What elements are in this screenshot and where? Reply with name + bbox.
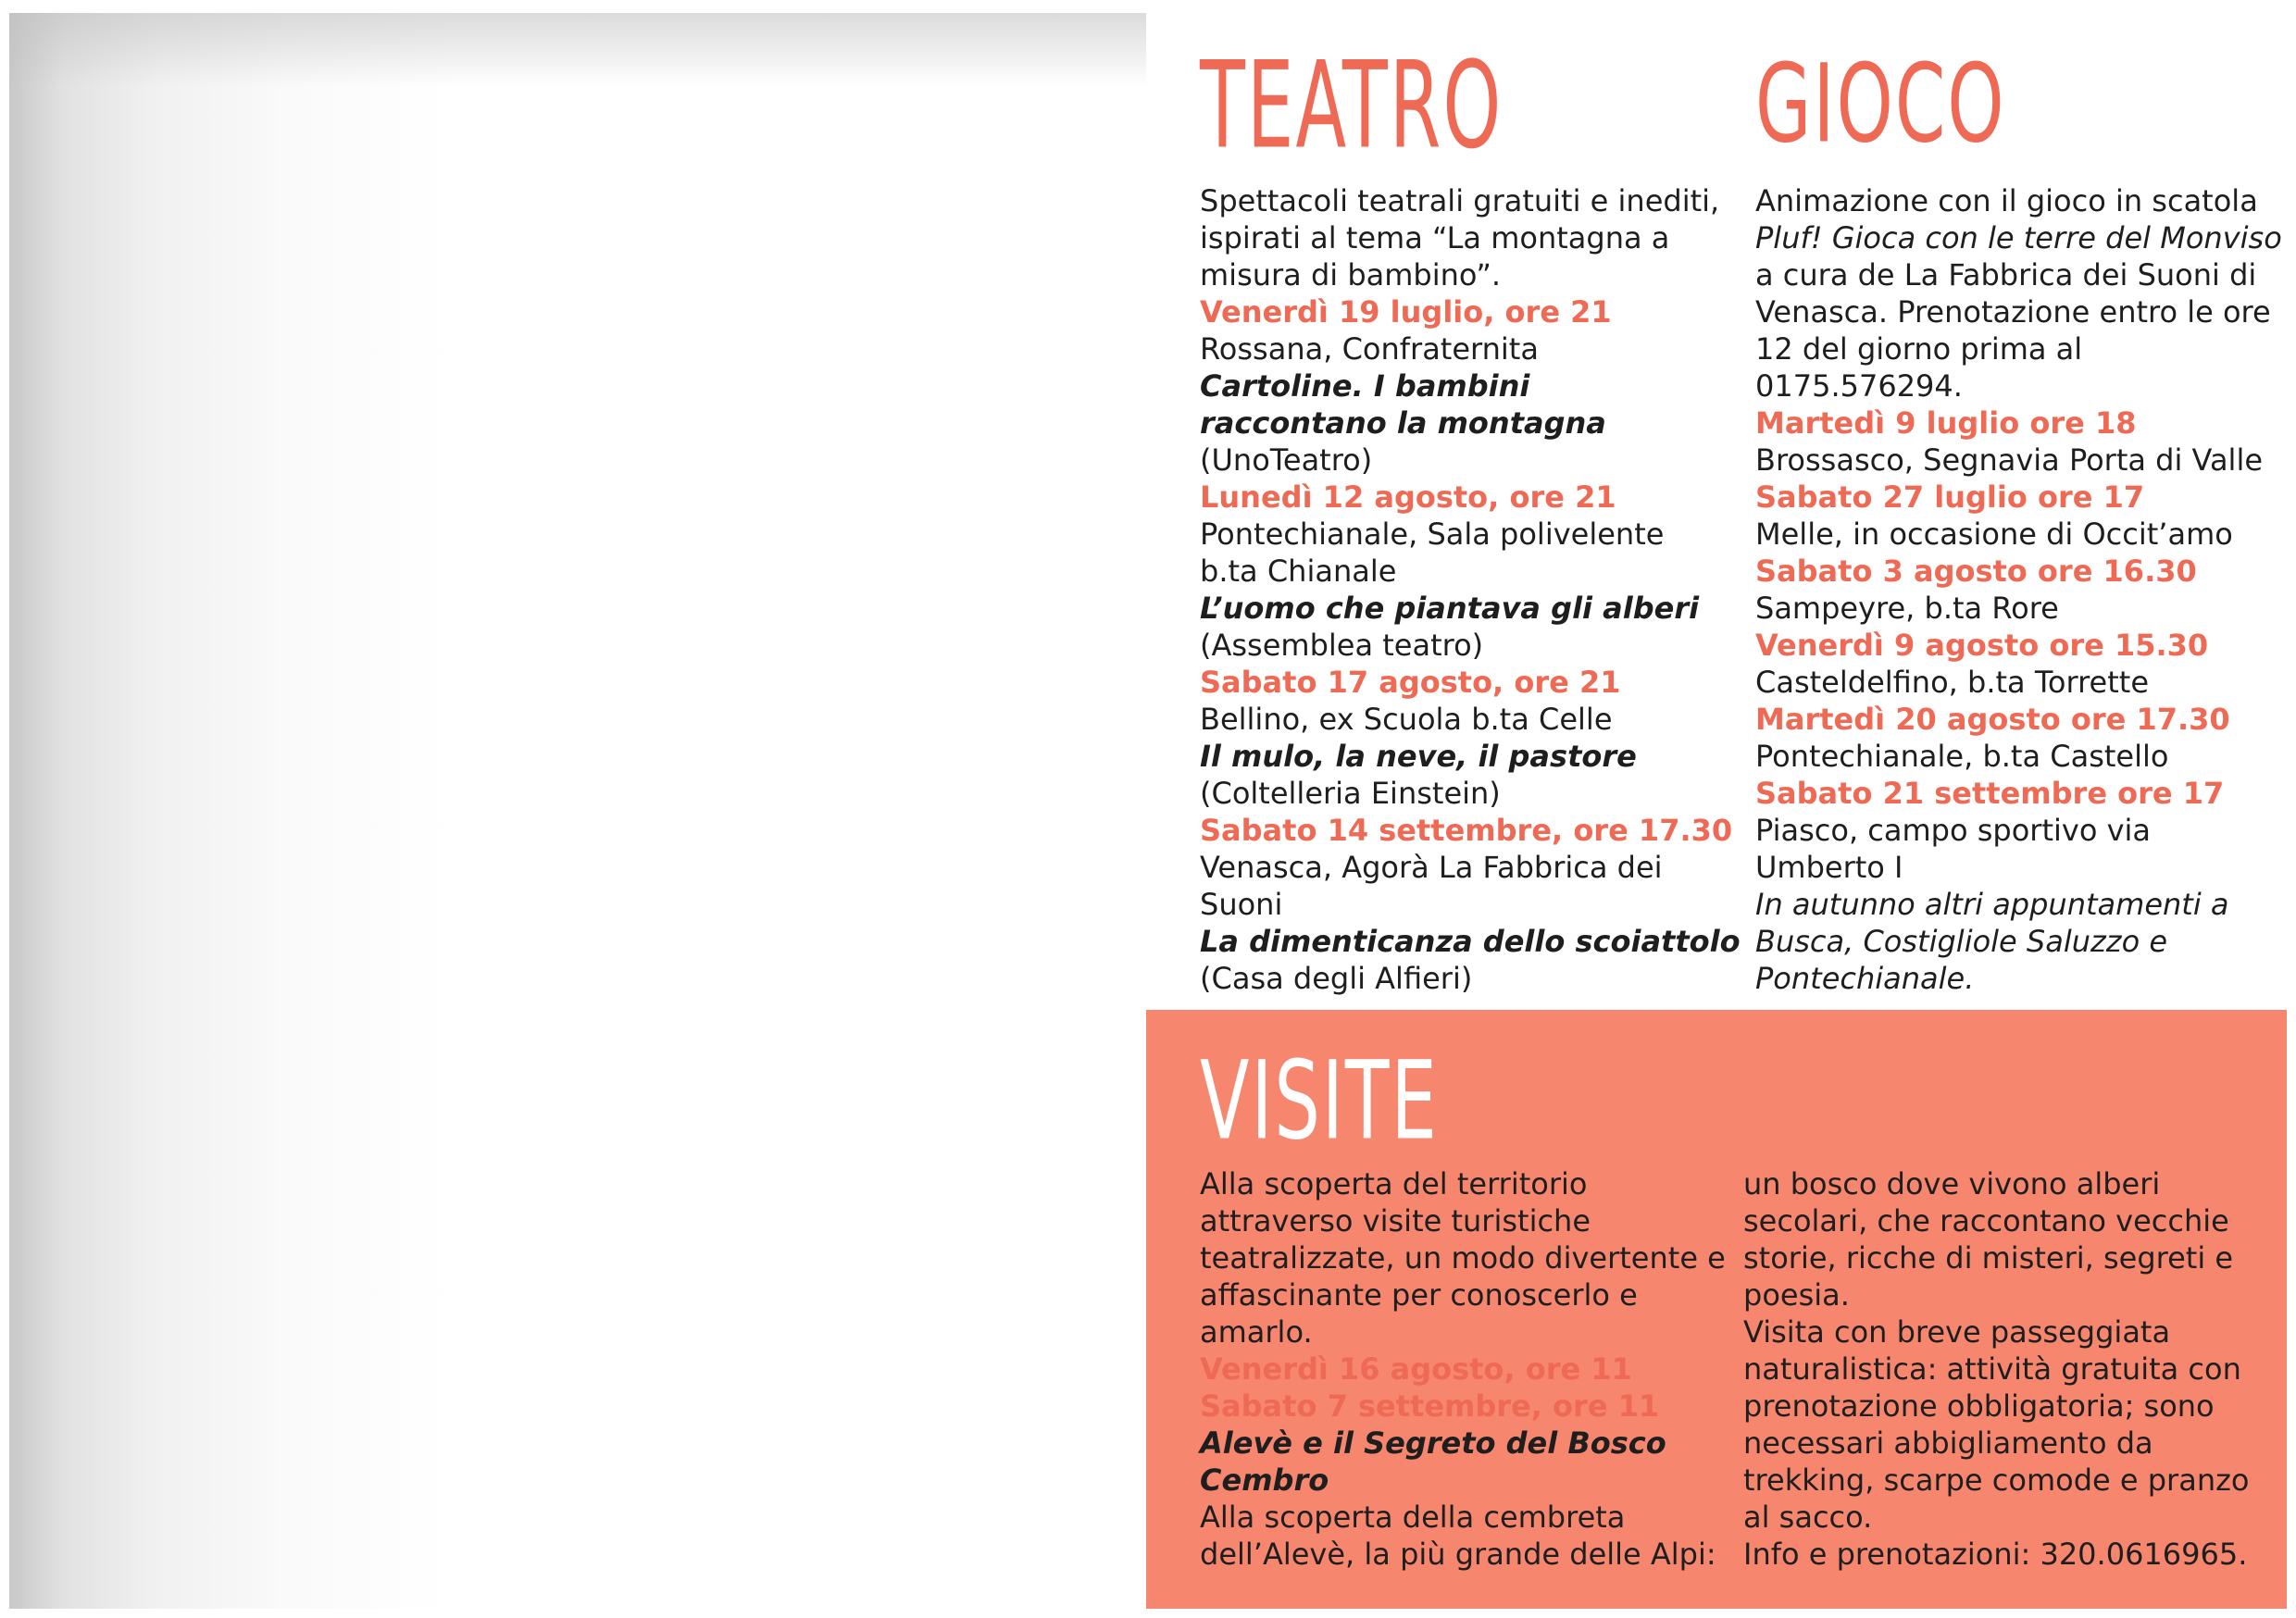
event-title: raccontano la montagna [1200, 405, 1606, 441]
event-date: Lunedì 12 agosto, ore 21 [1200, 479, 1616, 515]
event-title: Cartoline. I bambini [1200, 368, 1530, 404]
text-line: Rossana, Confraternita [1200, 331, 1539, 367]
event-date: Venerdì 19 luglio, ore 21 [1200, 294, 1612, 330]
text-line: Animazione con il gioco in scatola [1755, 183, 2258, 218]
text-line: un bosco dove vivono alberi [1743, 1166, 2161, 1201]
text-line: Venasca, Agorà La Fabbrica dei [1200, 850, 1663, 885]
event-title: Il mulo, la neve, il pastore [1200, 739, 1637, 774]
event-date: Sabato 27 luglio ore 17 [1755, 479, 2145, 515]
text-line: storie, ricche di misteri, segreti e [1743, 1240, 2234, 1276]
text-line: Pontechianale, Sala polivelente [1200, 517, 1665, 552]
event-date: Sabato 7 settembre, ore 11 [1200, 1388, 1660, 1424]
text-line: attraverso visite turistiche [1200, 1203, 1591, 1238]
text-line: Spettacoli teatrali gratuiti e inediti, [1200, 183, 1720, 218]
text-line: secolari, che raccontano vecchie [1743, 1203, 2229, 1238]
event-title: La dimenticanza dello scoiattolo [1200, 924, 1741, 959]
text-line: necessari abbigliamento da [1743, 1425, 2153, 1461]
text-line: (UnoTeatro) [1200, 442, 1373, 478]
text-line: Suoni [1200, 887, 1283, 922]
text-line: poesia. [1743, 1277, 1850, 1313]
text-line: Melle, in occasione di Occit’amo [1755, 517, 2233, 552]
text-line: b.ta Chianale [1200, 554, 1397, 589]
blank-left-page [9, 13, 1146, 1609]
text-line: Visita con breve passeggiata [1743, 1314, 2171, 1350]
gioco-text [1755, 182, 2282, 997]
text-line: prenotazione obbligatoria; sono [1743, 1388, 2215, 1424]
text-line: Umberto I [1755, 850, 1903, 885]
teatro-heading: TEATRO [1200, 35, 1504, 176]
text-line: Pontechianale, b.ta Castello [1755, 739, 2169, 774]
event-title: L’uomo che piantava gli alberi [1200, 591, 1700, 626]
text-line: Info e prenotazioni: 320.0616965. [1743, 1537, 2248, 1572]
italic-line: Pontechianale. [1755, 961, 1975, 996]
visite-left-text [1200, 1165, 1726, 1573]
event-date: Martedì 20 agosto ore 17.30 [1755, 702, 2230, 737]
text-line: al sacco. [1743, 1500, 1873, 1535]
text-line: Piasco, campo sportivo via [1755, 813, 2151, 848]
text-line: 12 del giorno prima al [1755, 331, 2083, 367]
text-line: a cura de La Fabbrica dei Suoni di [1755, 257, 2257, 292]
event-date: Sabato 21 settembre ore 17 [1755, 776, 2225, 811]
text-line: Bellino, ex Scuola b.ta Celle [1200, 702, 1613, 737]
text-line: dell’Alevè, la più grande delle Alpi: [1200, 1537, 1716, 1572]
visite-right-text [1743, 1165, 2262, 1573]
text-line: Sampeyre, b.ta Rore [1755, 591, 2059, 626]
text-line: naturalistica: attività gratuita con [1743, 1351, 2241, 1387]
text-line: (Coltelleria Einstein) [1200, 776, 1501, 811]
gioco-heading: GIOCO [1755, 43, 2006, 168]
text-line: Alla scoperta della cembreta [1200, 1500, 1626, 1535]
text-line: trekking, scarpe comode e pranzo [1743, 1462, 2250, 1498]
text-line: teatralizzate, un modo divertente e [1200, 1240, 1726, 1276]
text-line: Casteldelfino, b.ta Torrette [1755, 665, 2150, 700]
event-title: Alevè e il Segreto del Bosco [1200, 1425, 1666, 1461]
event-date: Martedì 9 luglio ore 18 [1755, 405, 2137, 441]
text-line: amarlo. [1200, 1314, 1313, 1350]
event-date: Sabato 14 settembre, ore 17.30 [1200, 813, 1733, 848]
text-line: Alla scoperta del territorio [1200, 1166, 1588, 1201]
event-date: Venerdì 16 agosto, ore 11 [1200, 1351, 1632, 1387]
event-date: Sabato 17 agosto, ore 21 [1200, 665, 1621, 700]
text-line: misura di bambino”. [1200, 257, 1502, 292]
text-line: Brossasco, Segnavia Porta di Valle [1755, 442, 2264, 478]
event-date: Sabato 3 agosto ore 16.30 [1755, 554, 2197, 589]
text-line: 0175.576294. [1755, 368, 1963, 404]
visite-heading: VISITE [1200, 1039, 1439, 1164]
italic-line: Busca, Costigliole Saluzzo e [1755, 924, 2168, 959]
event-title: Cembro [1200, 1462, 1329, 1498]
text-line: (Casa degli Alfieri) [1200, 961, 1473, 996]
italic-line: Pluf! Gioca con le terre del Monviso [1755, 220, 2282, 255]
text-line: ispirati al tema “La montagna a [1200, 220, 1670, 255]
italic-line: In autunno altri appuntamenti a [1755, 887, 2229, 922]
text-line: Venasca. Prenotazione entro le ore [1755, 294, 2271, 330]
text-line: (Assemblea teatro) [1200, 628, 1484, 663]
teatro-text [1200, 182, 1741, 997]
text-line: affascinante per conoscerlo e [1200, 1277, 1638, 1313]
event-date: Venerdì 9 agosto ore 15.30 [1755, 628, 2209, 663]
